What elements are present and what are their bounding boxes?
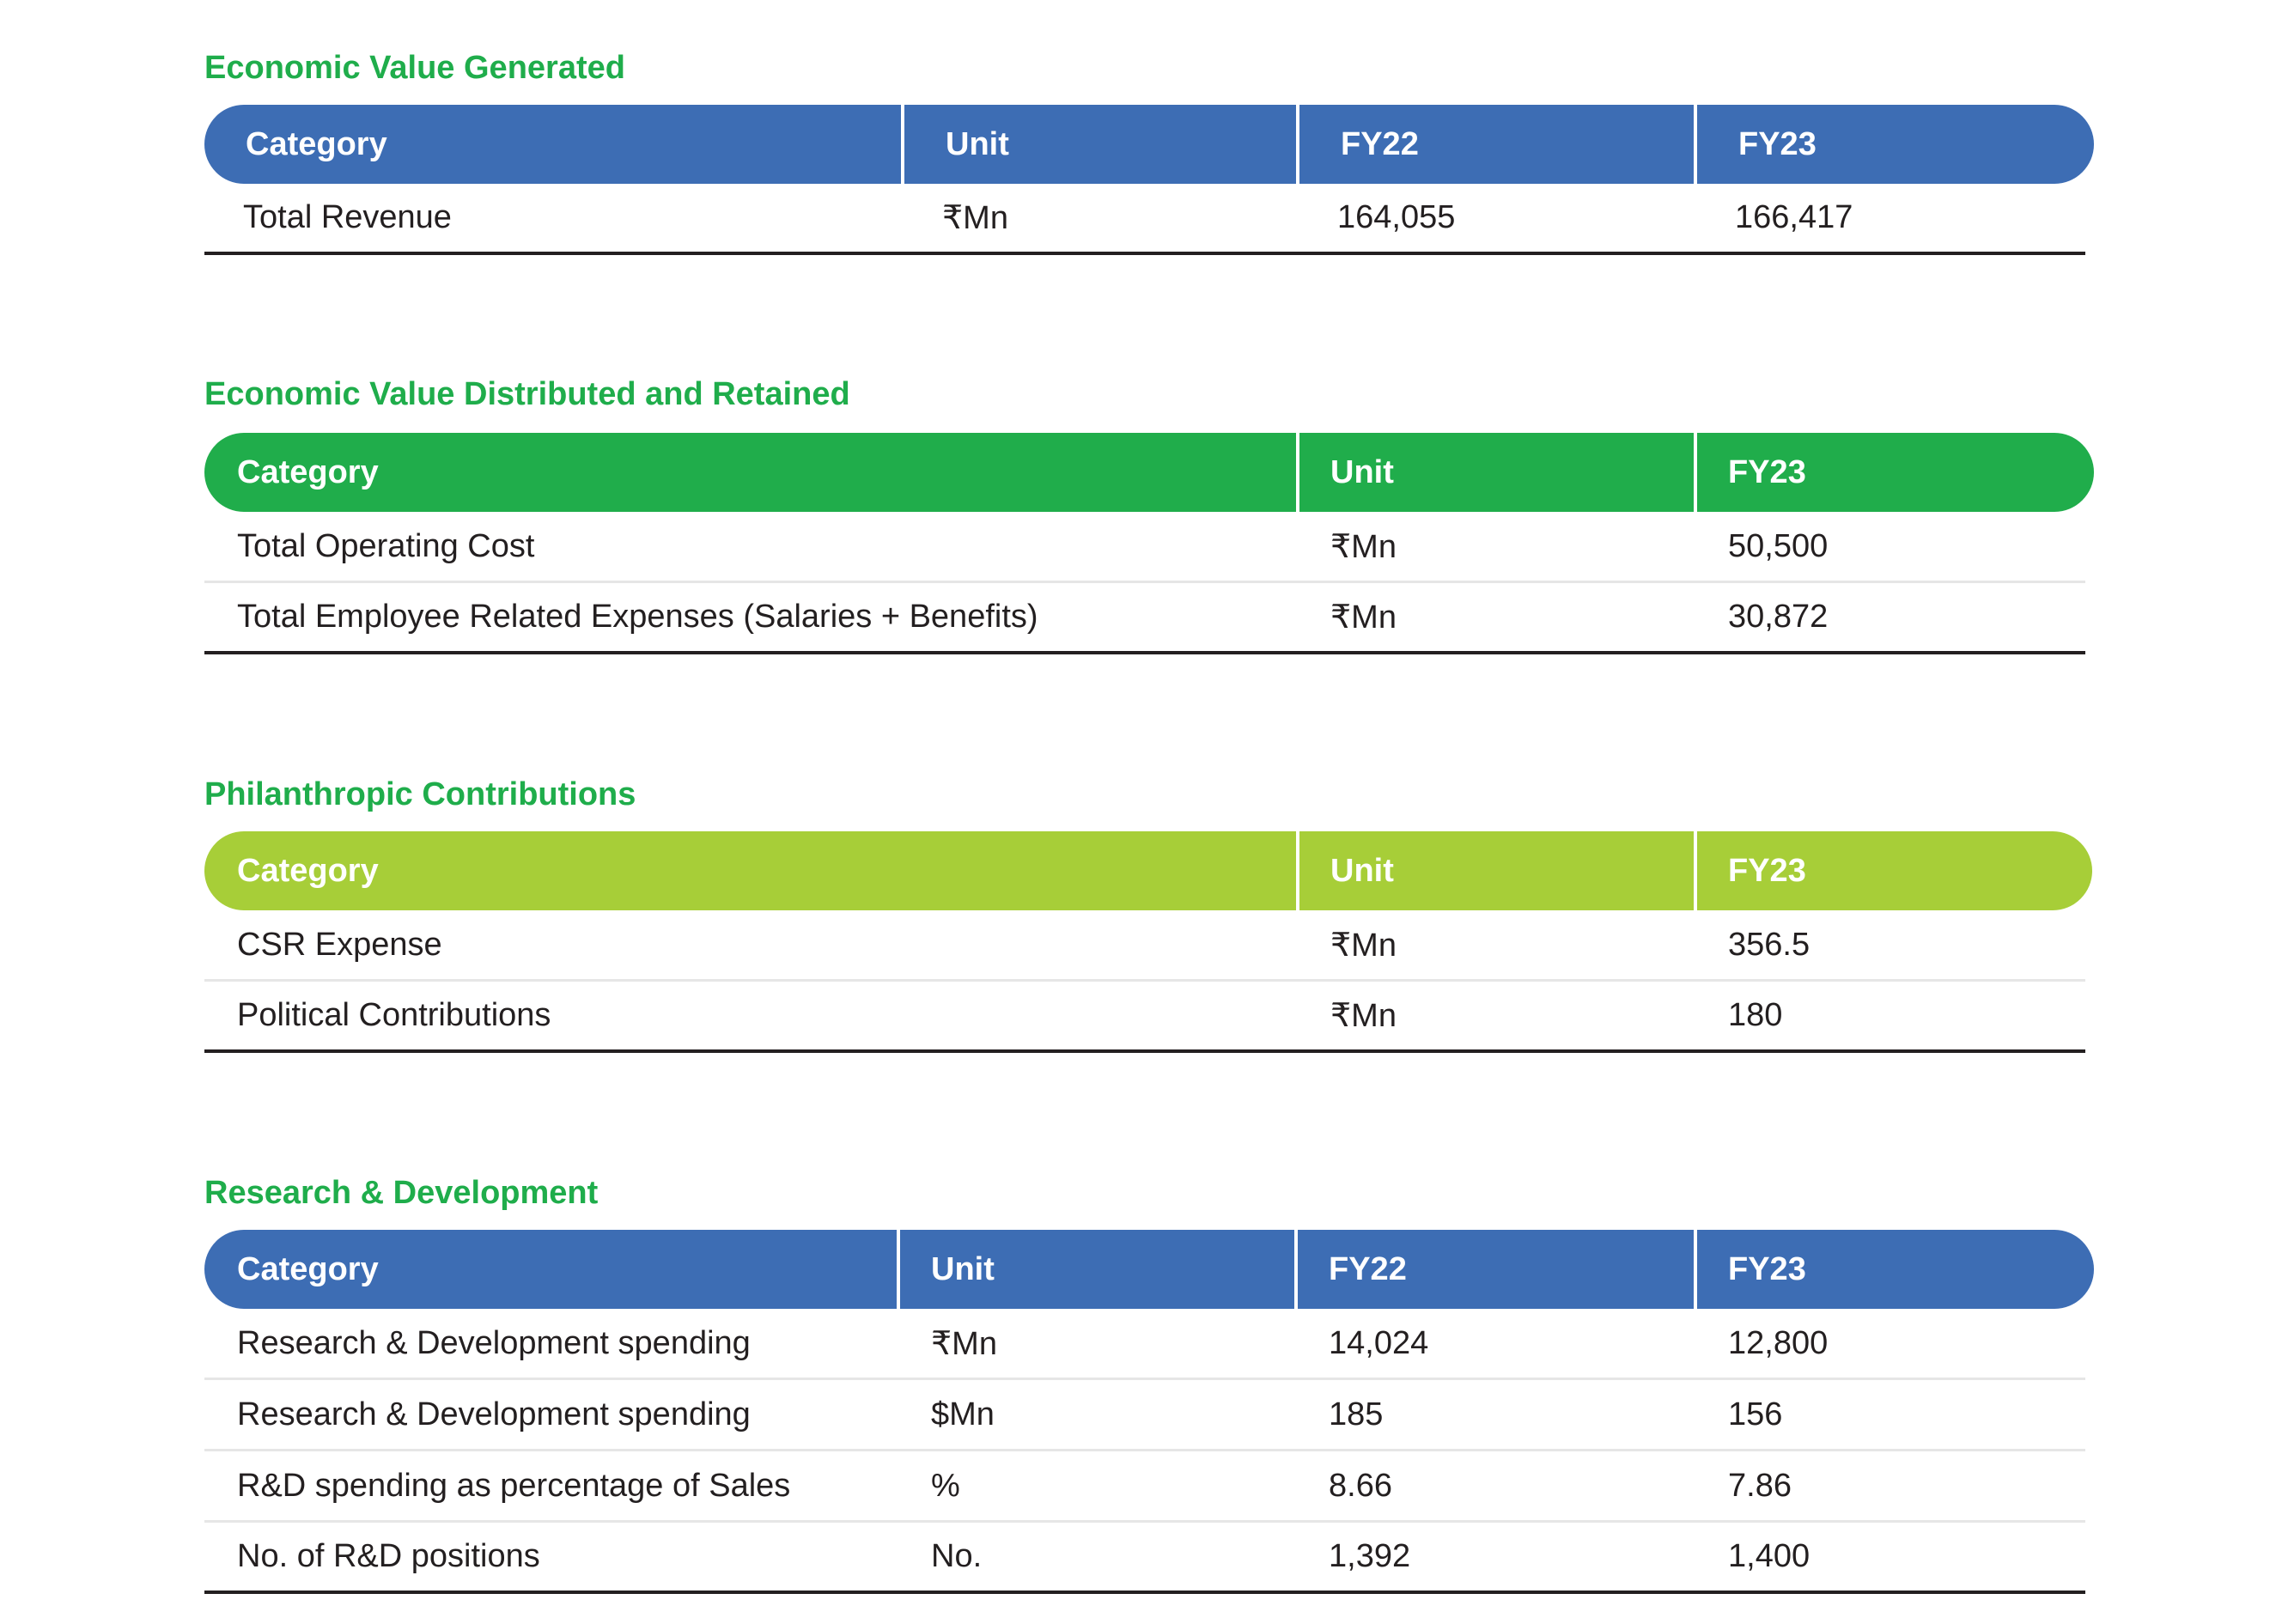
- header-fy23: FY23: [1728, 1250, 1806, 1287]
- table-row: [204, 1309, 2085, 1380]
- cell-category: Research & Development spending: [237, 1396, 751, 1432]
- cell-category: Political Contributions: [237, 997, 551, 1033]
- header-category: Category: [204, 433, 1299, 512]
- section-title: Philanthropic Contributions: [204, 776, 636, 812]
- cell-unit: No.: [931, 1538, 983, 1574]
- cell-fy23: 50,500: [1728, 527, 1829, 564]
- header-fy23: FY23: [1728, 852, 1806, 889]
- header-fy22: FY22: [1298, 1230, 1697, 1309]
- table-row: [204, 184, 2085, 255]
- header-fy23: FY23: [1728, 453, 1806, 490]
- cell-fy23: 7.86: [1728, 1467, 1792, 1504]
- header-unit: Unit: [1299, 433, 1697, 512]
- header-unit: Unit: [900, 1230, 1298, 1309]
- table-header: [204, 831, 2092, 910]
- cell-fy22: 1,392: [1329, 1538, 1411, 1574]
- section-title: Economic Value Distributed and Retained: [204, 376, 850, 412]
- cell-fy22: 14,024: [1329, 1324, 1429, 1361]
- cell-category: Research & Development spending: [237, 1324, 751, 1361]
- header-fy22: FY22: [1299, 105, 1697, 184]
- table-header: [204, 433, 2094, 512]
- cell-unit: ₹Mn: [1330, 927, 1397, 964]
- table-row: [204, 1380, 2085, 1451]
- section-economic-value-generated: [204, 48, 2094, 255]
- cell-fy23: 30,872: [1728, 599, 1829, 635]
- header-unit: Unit: [904, 105, 1299, 184]
- cell-fy23: 356.5: [1728, 926, 1810, 963]
- header-category: Category: [204, 1230, 900, 1309]
- cell-unit: ₹Mn: [1330, 528, 1397, 565]
- table-row: [204, 1523, 2085, 1594]
- cell-category: Total Employee Related Expenses (Salaries + Benefits): [237, 599, 1038, 635]
- section-research-development: [204, 1173, 2094, 1594]
- cell-category: R&D spending as percentage of Sales: [237, 1467, 791, 1504]
- cell-fy22: 185: [1329, 1396, 1384, 1432]
- section-title: Research & Development: [204, 1175, 599, 1211]
- cell-category: No. of R&D positions: [237, 1538, 540, 1574]
- cell-unit: $Mn: [931, 1396, 995, 1432]
- cell-fy23: 12,800: [1728, 1324, 1829, 1361]
- section-philanthropic-contributions: [204, 775, 2094, 1053]
- table-row: [204, 512, 2085, 583]
- cell-fy22: 8.66: [1329, 1467, 1392, 1504]
- section-title: Economic Value Generated: [204, 50, 625, 86]
- cell-fy23: 166,417: [1735, 199, 1853, 235]
- header-category: Category: [204, 105, 904, 184]
- cell-fy23: 1,400: [1728, 1538, 1810, 1574]
- cell-category: CSR Expense: [237, 926, 442, 963]
- cell-unit: ₹Mn: [931, 1325, 997, 1362]
- table-row: [204, 583, 2085, 654]
- header-category: Category: [204, 831, 1299, 910]
- cell-unit: ₹Mn: [942, 200, 1008, 236]
- table-row: [204, 982, 2085, 1053]
- cell-unit: ₹Mn: [1330, 599, 1397, 636]
- header-fy23: FY23: [1738, 125, 1817, 162]
- cell-fy23: 180: [1728, 997, 1783, 1033]
- cell-unit: %: [931, 1467, 960, 1504]
- cell-category: Total Revenue: [243, 199, 452, 235]
- cell-category: Total Operating Cost: [237, 527, 535, 564]
- cell-fy22: 164,055: [1337, 199, 1456, 235]
- section-economic-value-distributed: [204, 374, 2094, 654]
- table-header: [204, 1230, 2094, 1309]
- table-row: [204, 1451, 2085, 1523]
- table-row: [204, 910, 2085, 982]
- cell-unit: ₹Mn: [1330, 998, 1397, 1034]
- table-header: [204, 105, 2094, 184]
- cell-fy23: 156: [1728, 1396, 1783, 1432]
- header-unit: Unit: [1299, 831, 1697, 910]
